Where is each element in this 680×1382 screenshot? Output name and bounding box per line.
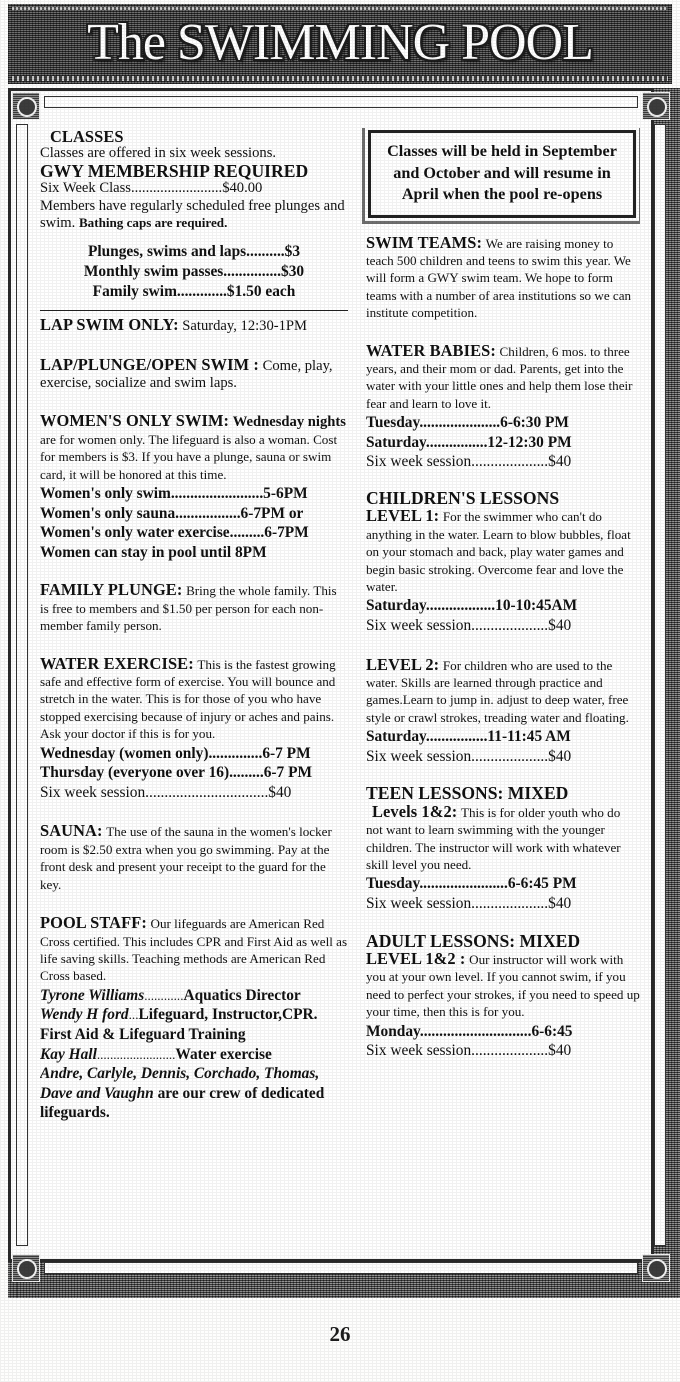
level1-block (366, 507, 640, 596)
classes-intro: Classes are offered in six week sessions. (40, 145, 277, 162)
section-adult-lessons (366, 930, 640, 1061)
corner-ornament-bottom-right (642, 1254, 670, 1282)
section-womens-only-swim (40, 412, 348, 562)
womens-only-water-exercise-time: Women's only water exercise.........6-7PM (40, 524, 309, 542)
corner-ornament-top-right (642, 92, 670, 120)
adult-lessons-body: Our instructor will work with you at your own level. If you cannot swim, if you need to perfect your strokes, if you need to speed up your time, then this is for you. (366, 952, 640, 1020)
classes-heading: CLASSES (50, 128, 124, 146)
section-classes (40, 128, 348, 301)
crew-tail: are our crew of dedicated lifeguards. (40, 1084, 325, 1122)
section-swim-teams (366, 234, 640, 323)
staff-name: Wendy H ford (40, 1006, 129, 1024)
frame-rail-right (654, 124, 666, 1246)
staff-role: Water exercise (175, 1045, 272, 1063)
staff-name: Kay Hall (40, 1045, 97, 1063)
sauna-block (40, 822, 348, 894)
water-babies-block (366, 342, 640, 414)
teen-lessons-heading: TEEN LESSONS: MIXED (366, 783, 569, 804)
staff-role: Lifeguard, Instructor,CPR. First Aid & Lifeguard Training (40, 1006, 318, 1043)
staff-leader: ... (128, 1007, 139, 1023)
teen-lessons-block (366, 803, 640, 875)
section-lap-swim-only (40, 316, 348, 335)
price-plunges: Plunges, swims and laps..........$3 (87, 243, 301, 261)
pool-staff-block (40, 914, 348, 986)
staff-leader: ........................ (96, 1046, 176, 1062)
swim-teams-block (366, 234, 640, 323)
womens-only-body: are for women only. The lifeguard is also a woman. Cost for members is $3. If you have a plunge, sauna or swim card, it will be honored at this time. (40, 431, 338, 482)
lap-swim-body: Saturday, 12:30-1PM (182, 318, 308, 335)
water-exercise-wednesday: Wednesday (women only)..............6-7 PM (40, 744, 311, 762)
frame-rail-left (16, 124, 28, 1246)
lap-plunge-open-body: Come, play, exercise, socialize and swim laps. (40, 357, 333, 392)
adult-lessons-block (366, 950, 640, 1022)
content-area (40, 128, 640, 1246)
water-exercise-thursday: Thursday (everyone over 16).........6-7 PM (40, 764, 313, 782)
pool-staff-heading: POOL STAFF: (40, 913, 147, 933)
water-exercise-block (40, 655, 348, 744)
level1-saturday: Saturday..................10-10:45AM (366, 597, 578, 615)
water-babies-saturday: Saturday................12-12:30 PM (366, 433, 572, 451)
membership-required-heading: GWY MEMBERSHIP REQUIRED (40, 160, 309, 181)
adult-lessons-heading: ADULT LESSONS: MIXED (366, 930, 581, 951)
staff-role: Aquatics Director (183, 986, 301, 1004)
adult-session-fee: Six week session....................$40 (366, 1042, 572, 1060)
frame-rail-bottom (44, 1262, 638, 1274)
page-number: 26 (329, 1322, 351, 1346)
corner-ornament-bottom-left (12, 1254, 40, 1282)
swim-teams-body: We are raising money to teach 500 children and teens to swim this year. We will form a GWY swim team. We hope to form teams with a number of area institutions so we can institute competition. (366, 235, 632, 321)
water-babies-body: Children, 6 mos. to three years, and their mom or dad. Parents, get into the water with your little ones and help them lose their fear and learn to love it. (366, 343, 633, 411)
water-exercise-session-fee: Six week session................................$40 (40, 783, 292, 801)
womens-only-heading: WOMEN'S ONLY SWIM: (40, 411, 230, 431)
crew-names: Andre, Carlyle, Dennis, Corchado, Thomas, Dave and Vaughn (40, 1065, 320, 1102)
sauna-heading: SAUNA: (40, 821, 103, 841)
water-exercise-body: This is the fastest growing safe and effective form of exercise. You will bounce and stretch in the water. This is for those of you who have stopped exercising because of injury or aches and pains. Ask your doctor if this is for you. (40, 656, 336, 742)
section-water-exercise (40, 655, 348, 803)
level2-heading: LEVEL 2: (366, 654, 440, 674)
womens-pool-until: Women can stay in pool until 8PM (40, 543, 267, 561)
womens-only-intro (40, 412, 348, 484)
womens-only-swim-time: Women's only swim........................5-6PM (40, 485, 308, 503)
family-plunge-block (40, 581, 348, 635)
level1-body: For the swimmer who can't do anything in the water. Learn to blow bubbles, float on your stomach and back, play water games and begin basic stroking. Overcome fear and love the water. (366, 509, 631, 594)
section-sauna (40, 822, 348, 894)
corner-ornament-top-left (12, 92, 40, 120)
section-childrens-lessons (366, 487, 640, 636)
level2-saturday: Saturday................11-11:45 AM (366, 728, 571, 746)
members-note-text: Members have regularly scheduled free plunges and swim. (40, 197, 345, 232)
water-babies-heading: WATER BABIES: (366, 340, 496, 360)
members-note (40, 198, 348, 233)
bathing-caps-note: Bathing caps are required. (78, 215, 228, 231)
staff-name: Tyrone Williams (40, 986, 145, 1004)
water-babies-session-fee: Six week session....................$40 (366, 453, 572, 471)
teen-tuesday: Tuesday.......................6-6:45 PM (366, 875, 577, 893)
womens-only-sauna-time: Women's only sauna.................6-7PM or (40, 504, 304, 522)
six-week-class-price: Six Week Class.........................$40.00 (40, 180, 263, 197)
childrens-lessons-heading: CHILDREN'S LESSONS (366, 487, 560, 508)
staff-row (40, 986, 348, 1006)
swim-teams-heading: SWIM TEAMS: (366, 232, 483, 252)
staff-leader: ............ (144, 987, 184, 1003)
frame-rail-top (44, 96, 638, 108)
level1-session-fee: Six week session....................$40 (366, 616, 572, 634)
teen-levels-label: Levels 1&2: (372, 801, 458, 821)
section-level2 (366, 656, 640, 767)
level2-session-fee: Six week session....................$40 (366, 747, 572, 765)
family-plunge-heading: FAMILY PLUNGE: (40, 580, 183, 600)
crew-list (40, 1064, 348, 1123)
divider-rule-1 (40, 310, 348, 311)
water-exercise-heading: WATER EXERCISE: (40, 653, 194, 673)
level2-body: For children who are used to the water. Skills are learned through practice and games.Learn to jump in. adjust to deep water, free style or crawl strokes, treading water and floating. (366, 657, 629, 725)
water-babies-tuesday: Tuesday.....................6-6:30 PM (366, 414, 569, 432)
section-lap-plunge-open-swim (40, 356, 348, 393)
adult-levels-label: LEVEL 1&2 : (366, 949, 466, 968)
family-plunge-body: Bring the whole family. This is free to members and $1.50 per person for each non-member family person. (40, 583, 337, 634)
price-family-swim: Family swim.............$1.50 each (92, 282, 296, 300)
sauna-body: The use of the sauna in the women's locker room is $2.50 extra when you go swimming. Pay at the front desk and present your receipt to the guard for the key. (40, 824, 332, 892)
level2-block (366, 656, 640, 728)
lap-swim-heading: LAP SWIM ONLY: (40, 315, 179, 335)
section-pool-staff (40, 914, 348, 1123)
right-column (366, 128, 640, 1061)
staff-row (40, 1045, 348, 1065)
masthead-banner (8, 4, 672, 84)
left-column (40, 128, 348, 1123)
level1-heading: LEVEL 1: (366, 506, 440, 526)
lap-plunge-open-heading: LAP/PLUNGE/OPEN SWIM : (40, 354, 259, 374)
page-title: The SWIMMING POOL (87, 14, 593, 71)
price-monthly-passes: Monthly swim passes...............$30 (83, 263, 305, 281)
staff-row (40, 1005, 348, 1044)
womens-only-lead: Wednesday nights (232, 414, 346, 431)
notice-box: Classes will be held in September and October and will resume in April when the pool re-opens (368, 130, 636, 218)
teen-session-fee: Six week session....................$40 (366, 895, 572, 912)
section-teen-lessons (366, 785, 640, 913)
adult-monday: Monday.............................6-6:45 (366, 1022, 573, 1040)
pool-staff-body: Our lifeguards are American Red Cross certified. This includes CPR and First Aid as well as life saving skills. Teaching methods are American Red Cross based. (40, 916, 348, 984)
section-water-babies (366, 342, 640, 472)
section-family-plunge (40, 581, 348, 635)
teen-lessons-body: This is for older youth who do not want to learn swimming with the younger children. The instructor will work with whatever skill level you need. (366, 804, 621, 872)
